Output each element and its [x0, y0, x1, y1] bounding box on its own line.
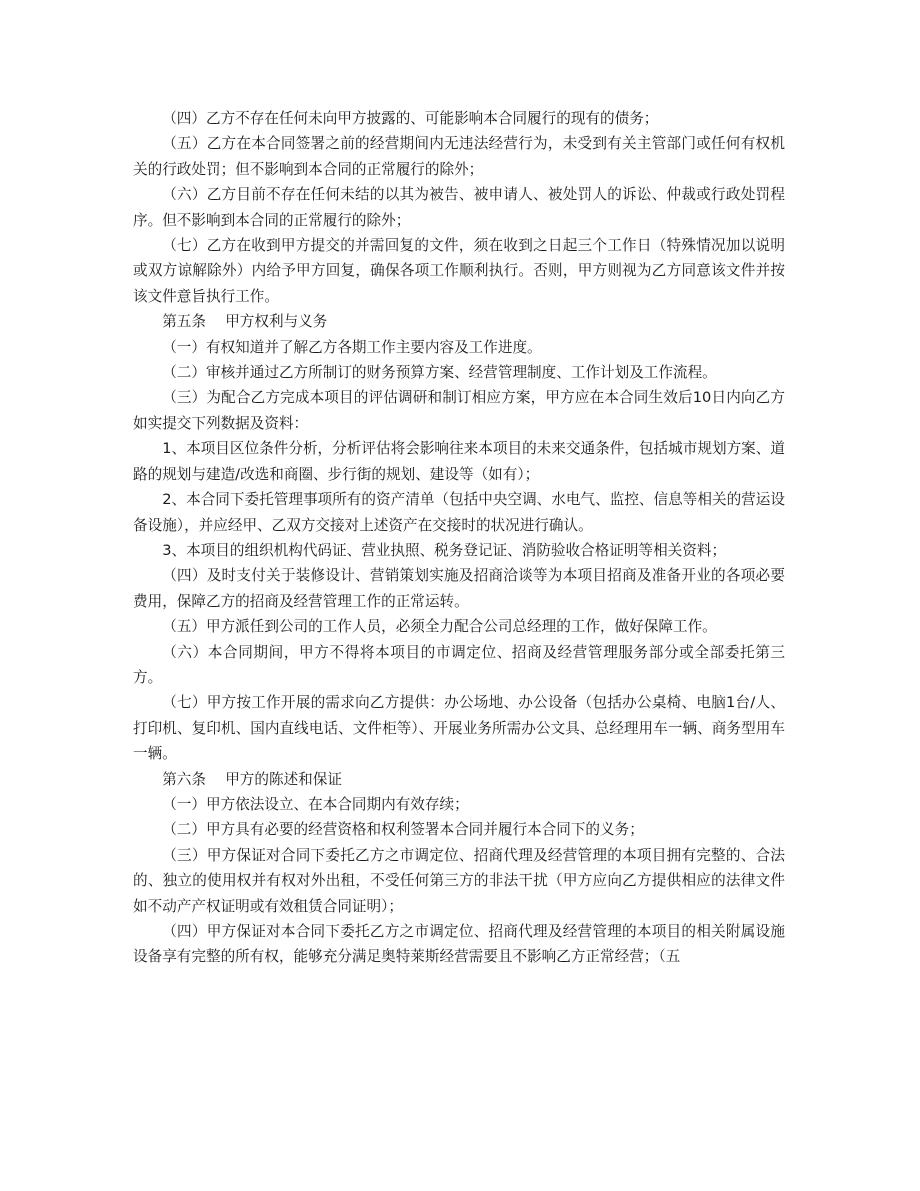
paragraph: （一）有权知道并了解乙方各期工作主要内容及工作进度。 — [162, 338, 542, 356]
section-heading: 第五条 甲方权利与义务 — [162, 313, 328, 331]
paragraph: （一）甲方依法设立、在本合同期内有效存续； — [162, 795, 469, 813]
paragraph: （七）甲方按工作开展的需求向乙方提供：办公场地、办公设备（包括办公桌椅、电脑1台/人、打印机、复印机、国内直线电话、文件柜等）、开展业务所需办公文具、总经理用车一辆、商务型用车一辆。 — [133, 694, 785, 763]
section-heading: 第六条 甲方的陈述和保证 — [162, 770, 342, 788]
paragraph: （五）乙方在本合同签署之前的经营期间内无违法经营行为，未受到有关主管部门或任何有权机关的行政处罚；但不影响到本合同的正常履行的除外； — [133, 135, 785, 178]
paragraph: （四）甲方保证对本合同下委托乙方之市调定位、招商代理及经营管理的本项目的相关附属设施设备享有完整的所有权，能够充分满足奥特莱斯经营需要且不影响乙方正常经营；（五 — [133, 923, 785, 966]
paragraph: （二）甲方具有必要的经营资格和权利签署本合同并履行本合同下的义务； — [162, 821, 644, 839]
paragraph: 3、本项目的组织机构代码证、营业执照、税务登记证、消防验收合格证明等相关资料； — [162, 541, 727, 559]
paragraph: （四）及时支付关于装修设计、营销策划实施及招商洽谈等为本项目招商及准备开业的各项必要费用，保障乙方的招商及经营管理工作的正常运转。 — [133, 567, 785, 610]
paragraph: （四）乙方不存在任何未向甲方披露的、可能影响本合同履行的现有的债务； — [162, 110, 659, 127]
paragraph: （二）审核并通过乙方所制订的财务预算方案、经营管理制度、工作计划及工作流程。 — [162, 364, 717, 382]
document-body — [133, 106, 785, 970]
paragraph: （七）乙方在收到甲方提交的并需回复的文件，须在收到之日起三个工作日（特殊情况加以说明或双方谅解除外）内给予甲方回复，确保各项工作顺利执行。否则，甲方则视为乙方同意该文件并按该文件意旨执行工作。 — [133, 237, 785, 305]
paragraph: 1、本项目区位条件分析，分析评估将会影响往来本项目的未来交通条件，包括城市规划方案、道路的规划与建造/改选和商圈、步行街的规划、建设等（如有）； — [133, 440, 785, 483]
paragraph: 2、本合同下委托管理事项所有的资产清单（包括中央空调、水电气、监控、信息等相关的营运设备设施），并应经甲、乙双方交接对上述资产在交接时的状况进行确认。 — [133, 491, 785, 534]
paragraph: （六）本合同期间，甲方不得将本项目的市调定位、招商及经营管理服务部分或全部委托第三方。 — [133, 643, 785, 686]
paragraph: （三）甲方保证对合同下委托乙方之市调定位、招商代理及经营管理的本项目拥有完整的、合法的、独立的使用权并有权对外出租，不受任何第三方的非法干扰（甲方应向乙方提供相应的法律文件如不动产产权证明或有效租赁合同证明）； — [133, 846, 785, 915]
paragraph: （五）甲方派任到公司的工作人员，必须全力配合公司总经理的工作，做好保障工作。 — [162, 618, 717, 636]
paragraph: （六）乙方目前不存在任何未结的以其为被告、被申请人、被处罚人的诉讼、仲裁或行政处罚程序。但不影响到本合同的正常履行的除外； — [133, 186, 785, 229]
paragraph: （三）为配合乙方完成本项目的评估调研和制订相应方案，甲方应在本合同生效后10日内向乙方如实提交下列数据及资料： — [133, 389, 785, 432]
